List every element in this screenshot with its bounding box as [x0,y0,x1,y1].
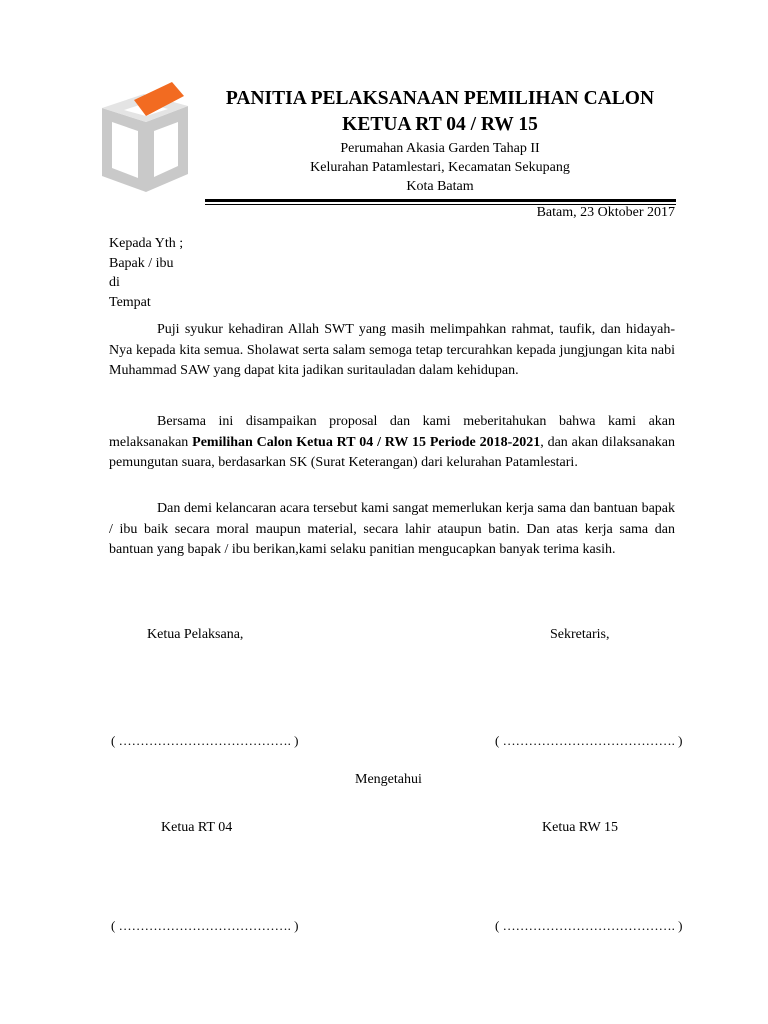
acknowledged-label: Mengetahui [355,772,422,787]
body-paragraph-2-text-b: , dan akan dilaksanakan pemungutan suara, berdasarkan SK (Surat Keterangan) dari kelurahan Patamlestari. [109,434,675,470]
body-paragraph-2-text-a: Bersama ini disampaikan proposal dan kami meberitahukan bahwa kami akan melaksanakan [109,414,675,450]
body-paragraph-1: Puji syukur kehadiran Allah SWT yang masih melimpahkan rahmat, taufik, dan hidayah-Nya kepada kita semua. Sholawat serta salam semoga tetap tercurahkan kepada jungjungan kita nabi Muhammad SAW yang dapat kita jadikan suritauladan dalam kehidupan. [109,322,675,378]
body-paragraph-2-event-name: Pemilihan Calon Ketua RT 04 / RW 15 Periode 2018-2021 [192,434,541,450]
recipient-block [109,234,183,312]
ballot-box-icon [98,82,190,194]
body-paragraph-2 [109,412,675,474]
rt-head-label: Ketua RT 04 [161,820,233,835]
secretary-label: Sekretaris, [550,627,610,642]
recipient-line2: Bapak / ibu [109,255,174,271]
org-title-line1: PANITIA PELAKSANAAN PEMILIHAN CALON [225,88,655,109]
letter-date: Batam, 23 Oktober 2017 [536,205,675,220]
chair-signature-line: ( …………………………………. ) [111,733,299,748]
address-line1: Perumahan Akasia Garden Tahap II [340,141,540,156]
recipient-line3: di [109,275,120,290]
address-line3: Kota Batam [406,179,474,194]
address-line2: Kelurahan Patamlestari, Kecamatan Sekupang [310,160,570,175]
body-paragraph-3: Dan demi kelancaran acara tersebut kami sangat memerlukan kerja sama dan bantuan bapak / ibu baik secara moral maupun material, secara lahir ataupun batin. Dan atas kerja sama dan bantuan yang bapak / ibu berikan,kami selaku panitian mengucapkan banyak terima kasih. [109,501,675,557]
secretary-signature-line: ( …………………………………. ) [495,733,683,748]
chair-label: Ketua Pelaksana, [147,627,244,642]
rw-head-label: Ketua RW 15 [542,820,618,835]
recipient-line4: Tempat [109,294,151,310]
rt-signature-line: ( …………………………………. ) [111,918,299,933]
org-title-line2: KETUA RT 04 / RW 15 [342,114,538,135]
recipient-line1: Kepada Yth ; [109,236,184,251]
rw-signature-line: ( …………………………………. ) [495,918,683,933]
header-rule-thick [205,199,676,202]
